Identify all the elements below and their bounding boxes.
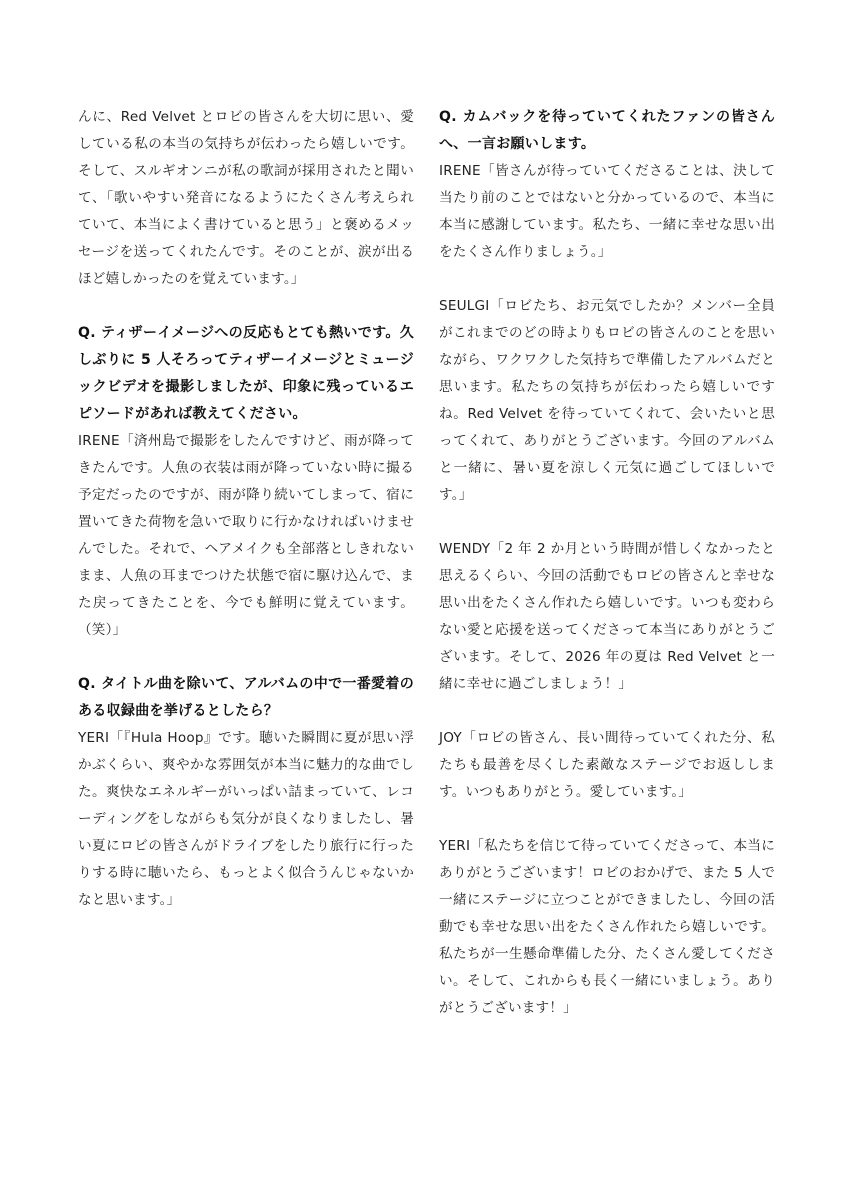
spacer [439,806,775,833]
spacer [439,698,775,725]
question-favorite-track: Q. タイトル曲を除いて、アルバムの中で一番愛着のある収録曲を挙げるとしたら？ [78,676,414,719]
answer-yeri-track: YERI「『Hula Hoop』です。聴いた瞬間に夏が思い浮かぶくらい、爽やかな雰囲気が本当に魅力的な曲でした。爽快なエネルギーがいっぱい詰まっていて、レコーディングをしながらも気分が良くなりましたし、暑い夏にロビの皆さんがドライブをしたり旅行に行ったりする時に聴いたら、もっとよく似合うんじゃないかなと思います。」 [78,730,414,908]
answer-joy-fans: JOY「ロビの皆さん、長い間待っていてくれた分、私たちも最善を尽くした素敵なステージでお返しします。いつもありがとう。愛しています。」 [439,730,775,800]
spacer [439,266,775,293]
right-column [439,104,775,1022]
answer-seulgi-fans: SEULGI「ロビたち、お元気でしたか？メンバー全員がこれまでのどの時よりもロビの皆さんのことを思いながら、ワクワクした気持ちで準備したアルバムだと思います。私たちの気持ちが伝わったら嬉しいですね。Red Velvet を待っていてくれて、会いたいと思ってくれて、ありがとうございます。今回のアルバムと一緒に、暑い夏を涼しく元気に過ごしてほしいです。」 [439,298,775,503]
answer-wendy-fans: WENDY「2 年 2 か月という時間が惜しくなかったと思えるくらい、今回の活動でもロビの皆さんと幸せな思い出をたくさん作れたら嬉しいです。いつも変わらない愛と応援を送ってくださって本当にありがとうございます。そして、2026 年の夏は Red Velvet と一緒に幸せに過ごしましょう！」 [439,541,775,692]
left-column [78,104,414,914]
intro-paragraph: んに、Red Velvet とロビの皆さんを大切に思い、愛している私の本当の気持ちが伝わったら嬉しいです。そして、スルギオンニが私の歌詞が採用されたと聞いて、「歌いやすい発音になるようにたくさん考えられていて、本当によく書けていると思う」と褒めるメッセージを送ってくれたんです。そのことが、涙が出るほど嬉しかったのを覚えています。」 [78,109,414,287]
question-message-to-fans: Q. カムバックを待っていてくれたファンの皆さんへ、一言お願いします。 [439,109,775,152]
spacer [78,644,414,671]
spacer [439,509,775,536]
answer-irene-fans: IRENE「皆さんが待っていてくださることは、決して当たり前のことではないと分かっているので、本当に本当に感謝しています。私たち、一緒に幸せな思い出をたくさん作りましょう。」 [439,163,775,260]
spacer [78,293,414,320]
answer-irene-teaser: IRENE「済州島で撮影をしたんですけど、雨が降ってきたんです。人魚の衣装は雨が降っていない時に撮る予定だったのですが、雨が降り続いてしまって、宿に置いてきた荷物を急いで取りに行かなければいけませんでした。それで、ヘアメイクも全部落としきれないまま、人魚の耳までつけた状態で宿に駆け込んで、また戻ってきたことを、今でも鮮明に覚えています。（笑）」 [78,433,414,638]
question-teaser: Q. ティザーイメージへの反応もとても熱いです。久しぶりに 5 人そろってティザーイメージとミュージックビデオを撮影しましたが、印象に残っているエピソードがあれば教えてください。 [78,325,414,422]
answer-yeri-fans: YERI「私たちを信じて待っていてくださって、本当にありがとうございます！ロビのおかげで、また 5 人で一緒にステージに立つことができましたし、今回の活動でも幸せな思い出をたくさん作れたら嬉しいです。私たちが一生懸命準備した分、たくさん愛してください。そして、これからも長く一緒にいましょう。ありがとうございます！」 [439,838,775,1016]
